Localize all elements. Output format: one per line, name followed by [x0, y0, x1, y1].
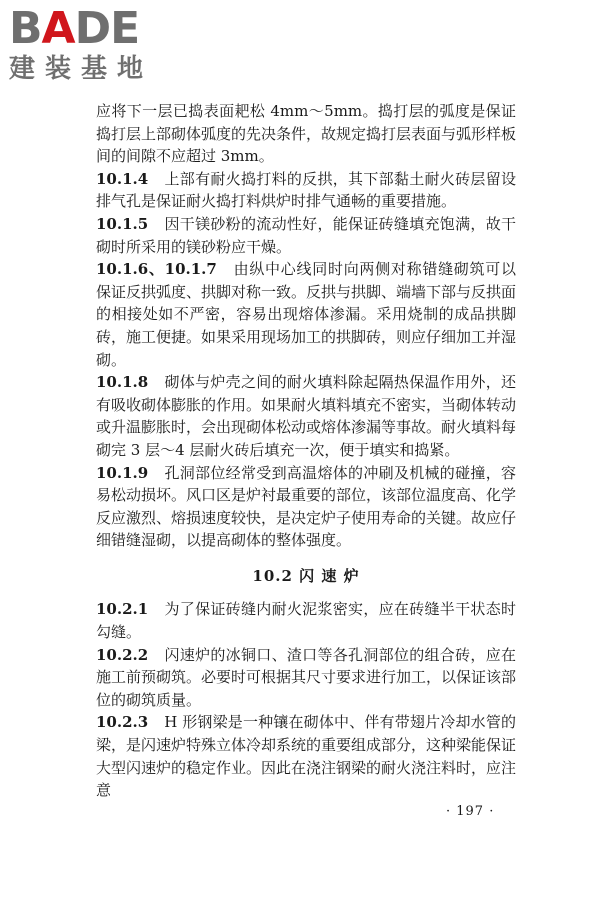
- clause-number: 10.1.8: [96, 373, 149, 392]
- section-title: 10.2 闪 速 炉: [252, 566, 360, 585]
- clause-number: 10.1.4: [96, 169, 149, 188]
- page-number: · 197 ·: [446, 804, 495, 819]
- paragraph-continued: 应将下一层已捣表面耙松 4mm～5mm。捣打层的弧度是保证捣打层上部砌体弧度的先决条件，故规定捣打层表面与弧形样板间的间隙不应超过 3mm。: [96, 102, 517, 166]
- paragraph-10-1-5: 10.1.5 因干镁砂粉的流动性好，能保证砖缝填充饱满，故干砌时所采用的镁砂粉应干燥。: [96, 214, 516, 256]
- paragraph-10-2-3: 10.2.3 H 形钢梁是一种镶在砌体中、伴有带翅片冷却水管的梁，是闪速炉特殊立体冷却系统的重要组成部分，这种梁能保证大型闪速炉的稳定作业。因此在浇注钢梁的耐火浇注料时，应注意: [96, 713, 517, 800]
- paragraph-10-1-6-7: 10.1.6、10.1.7 由纵中心线同时向两侧对称错缝砌筑可以保证反拱弧度、拱脚对称一致。反拱与拱脚、端墙下部与反拱面的相接处如不严密，容易出现熔体渗漏。采用烧制的成品拱脚砖，施工便捷。如果采用现场加工的拱脚砖，则应仔细加工并湿砌。: [96, 260, 517, 369]
- clause-number: 10.1.5: [96, 214, 149, 233]
- paragraph-10-1-8: 10.1.8 砌体与炉壳之间的耐火填料除起隔热保温作用外，还有吸收砌体膨胀的作用。如果耐火填料填充不密实，当砌体转动或升温膨胀时，会出现砌体松动或熔体渗漏等事故。耐火填料每砌完 3 层～4 层耐火砖后填充一次，便于填实和捣紧。: [96, 373, 517, 459]
- paragraph-10-2-2: 10.2.2 闪速炉的冰铜口、渣口等各孔洞部位的组合砖，应在施工前预砌筑。必要时可根据其尺寸要求进行加工，以保证该部位的砌筑质量。: [96, 645, 517, 709]
- clause-number: 10.2.1: [96, 600, 149, 619]
- paragraph-10-2-1: 10.2.1 为了保证砖缝内耐火泥浆密实，应在砖缝半干状态时勾缝。: [96, 600, 516, 642]
- paragraph-10-1-9: 10.1.9 孔洞部位经常受到高温熔体的冲刷及机械的碰撞，容易松动损坏。风口区是炉衬最重要的部位，该部位温度高、化学反应激烈、熔损速度较快，是决定炉子使用寿命的关键。故应仔细错缝湿砌，以提高砌体的整体强度。: [96, 463, 517, 550]
- logo-wordmark: BADE: [9, 3, 140, 54]
- clause-number: 10.2.2: [96, 645, 149, 664]
- bade-logo: [9, 3, 184, 84]
- paragraph-10-1-4: 10.1.4 上部有耐火捣打料的反拱，其下部黏土耐火砖层留设排气孔是保证耐火捣打料烘炉时排气通畅的重要措施。: [96, 169, 516, 211]
- logo-subtitle: 建装基地: [9, 54, 154, 84]
- page-body: [96, 100, 516, 802]
- clause-number: 10.1.6、10.1.7: [96, 260, 217, 279]
- clause-number: 10.2.3: [96, 713, 149, 732]
- clause-number: 10.1.9: [96, 463, 149, 482]
